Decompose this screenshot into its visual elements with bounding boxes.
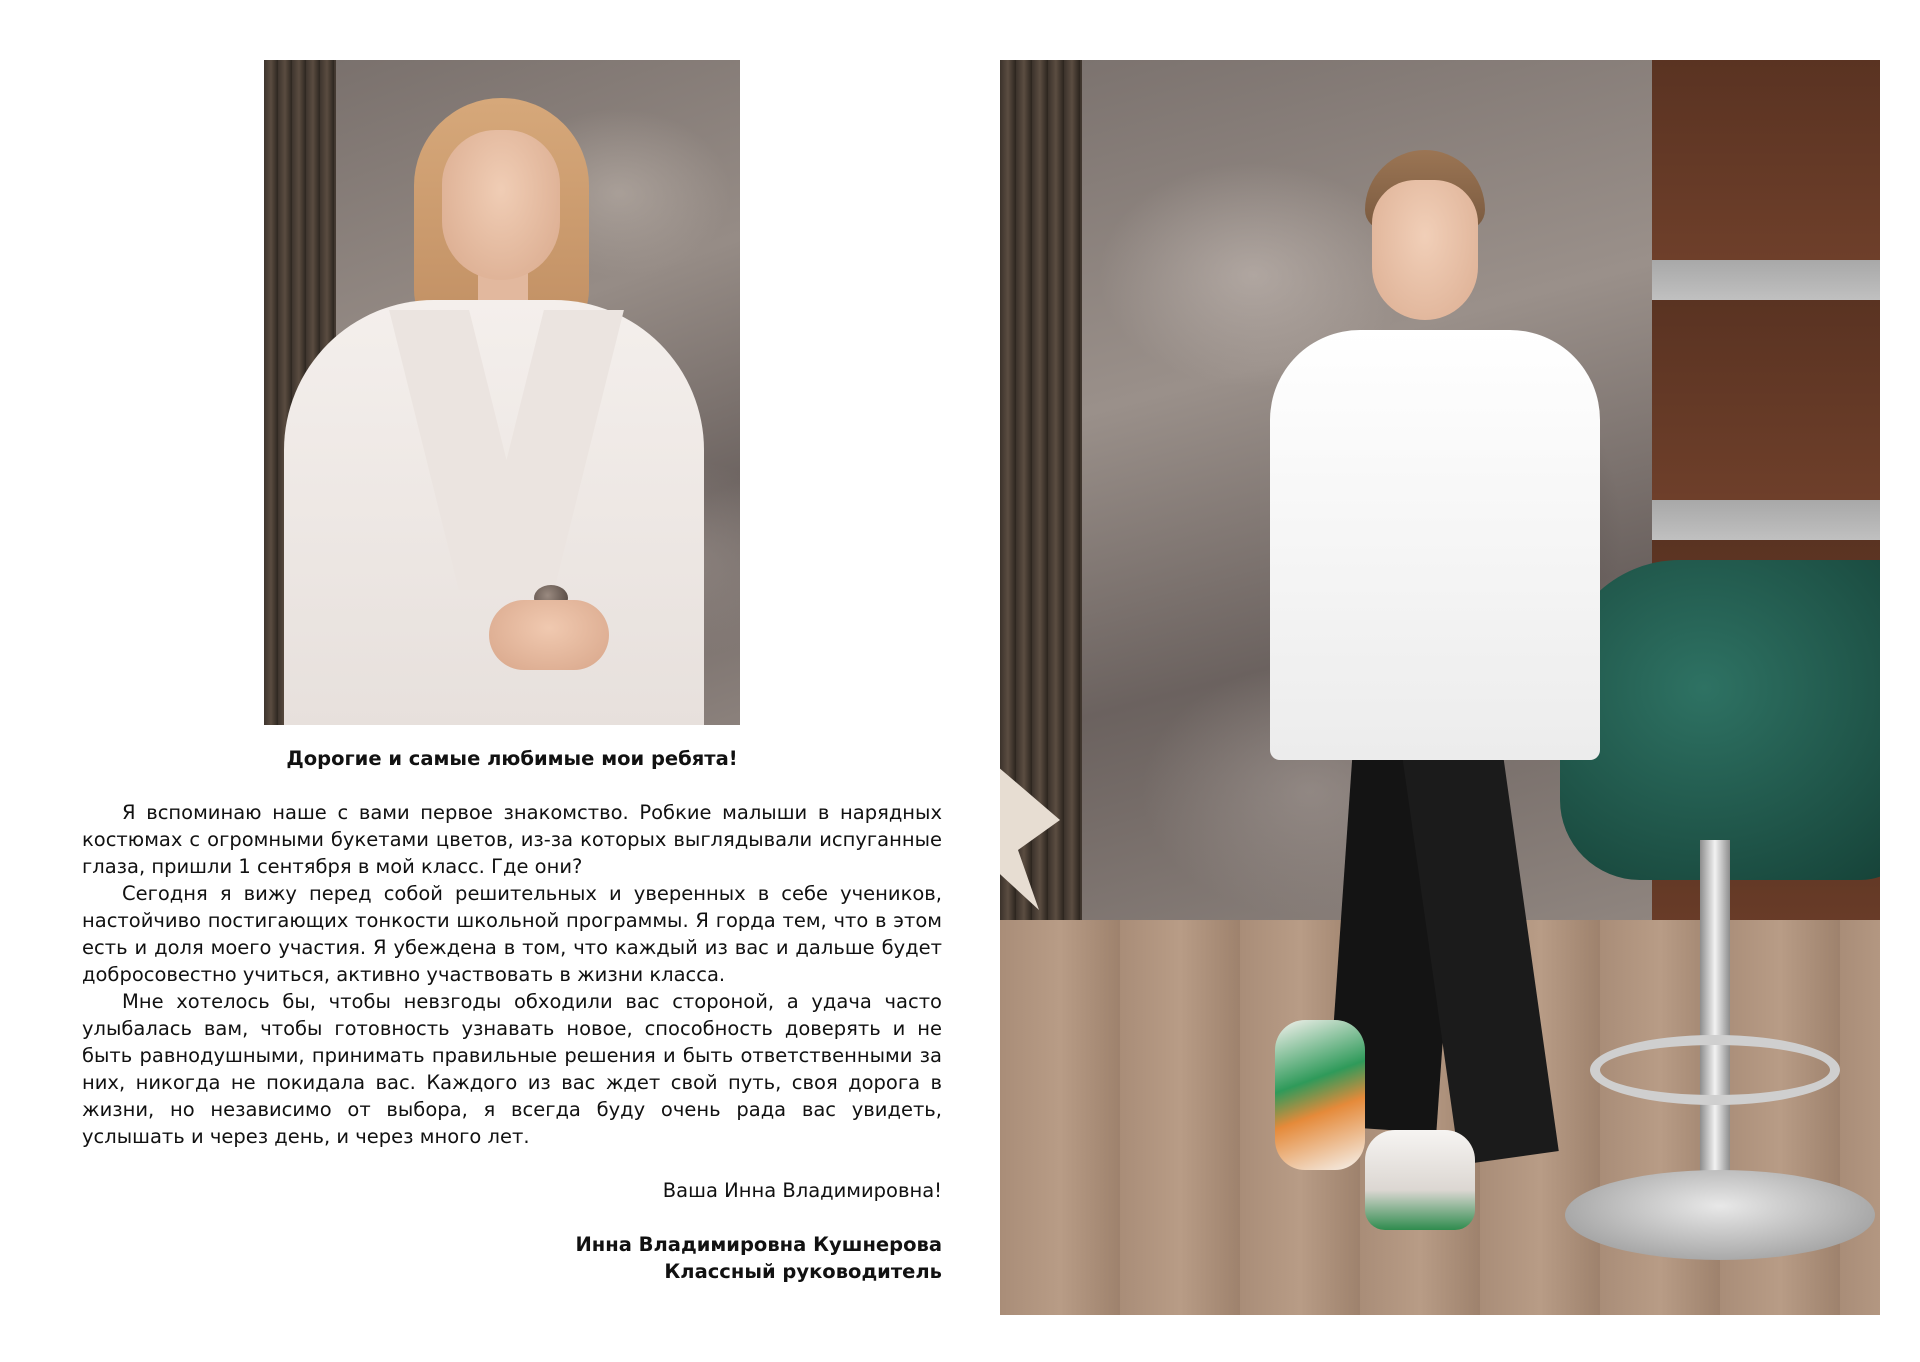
student-shirt [1270,330,1600,760]
stool-pole [1700,840,1730,1210]
signature-role: Классный руководитель [664,1260,942,1283]
student-sneaker-left [1275,1020,1365,1170]
letter [82,745,942,1285]
student-sneaker-right [1365,1130,1475,1230]
letter-paragraph: Мне хотелось бы, чтобы невзгоды обходили вас стороной, а удача часто улыбалась вам, чтобы готовность узнавать новое, способность доверять и не быть равнодушными, принимать правильные решения и быть ответственными за них, никогда не покидала вас. Каждого из вас ждет свой путь, своя дорога в жизни, но независимо от выбора, я всегда буду очень рада вас увидеть, услышать и через день, и через много лет. [82,990,942,1148]
stool-footrest [1590,1035,1840,1105]
letter-paragraph: Я вспоминаю наше с вами первое знакомство. Робкие малыши в нарядных костюмах с огромными букетами цветов, из-за которых выглядывали испуганные глаза, пришли 1 сентября в мой класс. Где они? [82,801,942,878]
letter-paragraph: Сегодня я вижу перед собой решительных и уверенных в себе учеников, настойчиво постигающих тонкости школьной программы. Я горда тем, что в этом есть и доля моего участия. Я убеждена в том, что каждый из вас и дальше будет добросовестно учиться, активно участвовать в жизни класса. [82,882,942,986]
student-face [1372,180,1478,320]
teacher-hands [489,600,609,670]
teacher-face [442,130,560,280]
signature-name: Инна Владимировна Кушнерова [575,1233,942,1256]
stool-base [1565,1170,1875,1260]
student-photo [1000,60,1880,1315]
teacher-photo [264,60,740,725]
letter-heading: Дорогие и самые любимые мои ребята! [286,747,738,770]
green-bar-stool [1560,560,1880,880]
letter-closing: Ваша Инна Владимировна! [662,1179,942,1202]
